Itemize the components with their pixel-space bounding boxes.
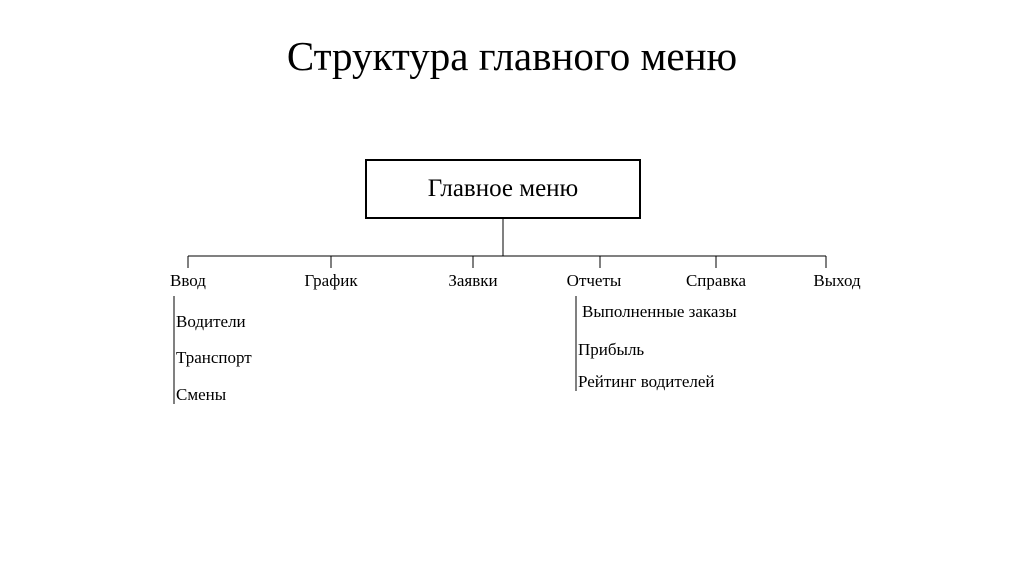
menu-item-spravka: Справка bbox=[685, 271, 747, 290]
submenu-item-pribyl: Прибыль bbox=[578, 340, 645, 359]
menu-item-vvod: Ввод bbox=[170, 271, 206, 290]
menu-item-zayavki: Заявки bbox=[448, 271, 498, 290]
menu-item-vyhod: Выход bbox=[813, 271, 861, 290]
menu-item-otchety: Отчеты bbox=[566, 271, 622, 290]
submenu-item-vypolnennye-zakazy: Выполненные заказы bbox=[582, 302, 737, 321]
submenu-item-voditeli: Водители bbox=[176, 312, 246, 331]
root-node-main-menu: Главное меню bbox=[365, 159, 641, 219]
submenu-item-transport: Транспорт bbox=[176, 348, 252, 367]
slide-title: Структура главного меню bbox=[286, 33, 738, 79]
menu-item-grafik: График bbox=[304, 271, 358, 290]
submenu-item-smeny: Смены bbox=[176, 385, 227, 404]
submenu-item-reyting-voditeley: Рейтинг водителей bbox=[578, 372, 715, 391]
